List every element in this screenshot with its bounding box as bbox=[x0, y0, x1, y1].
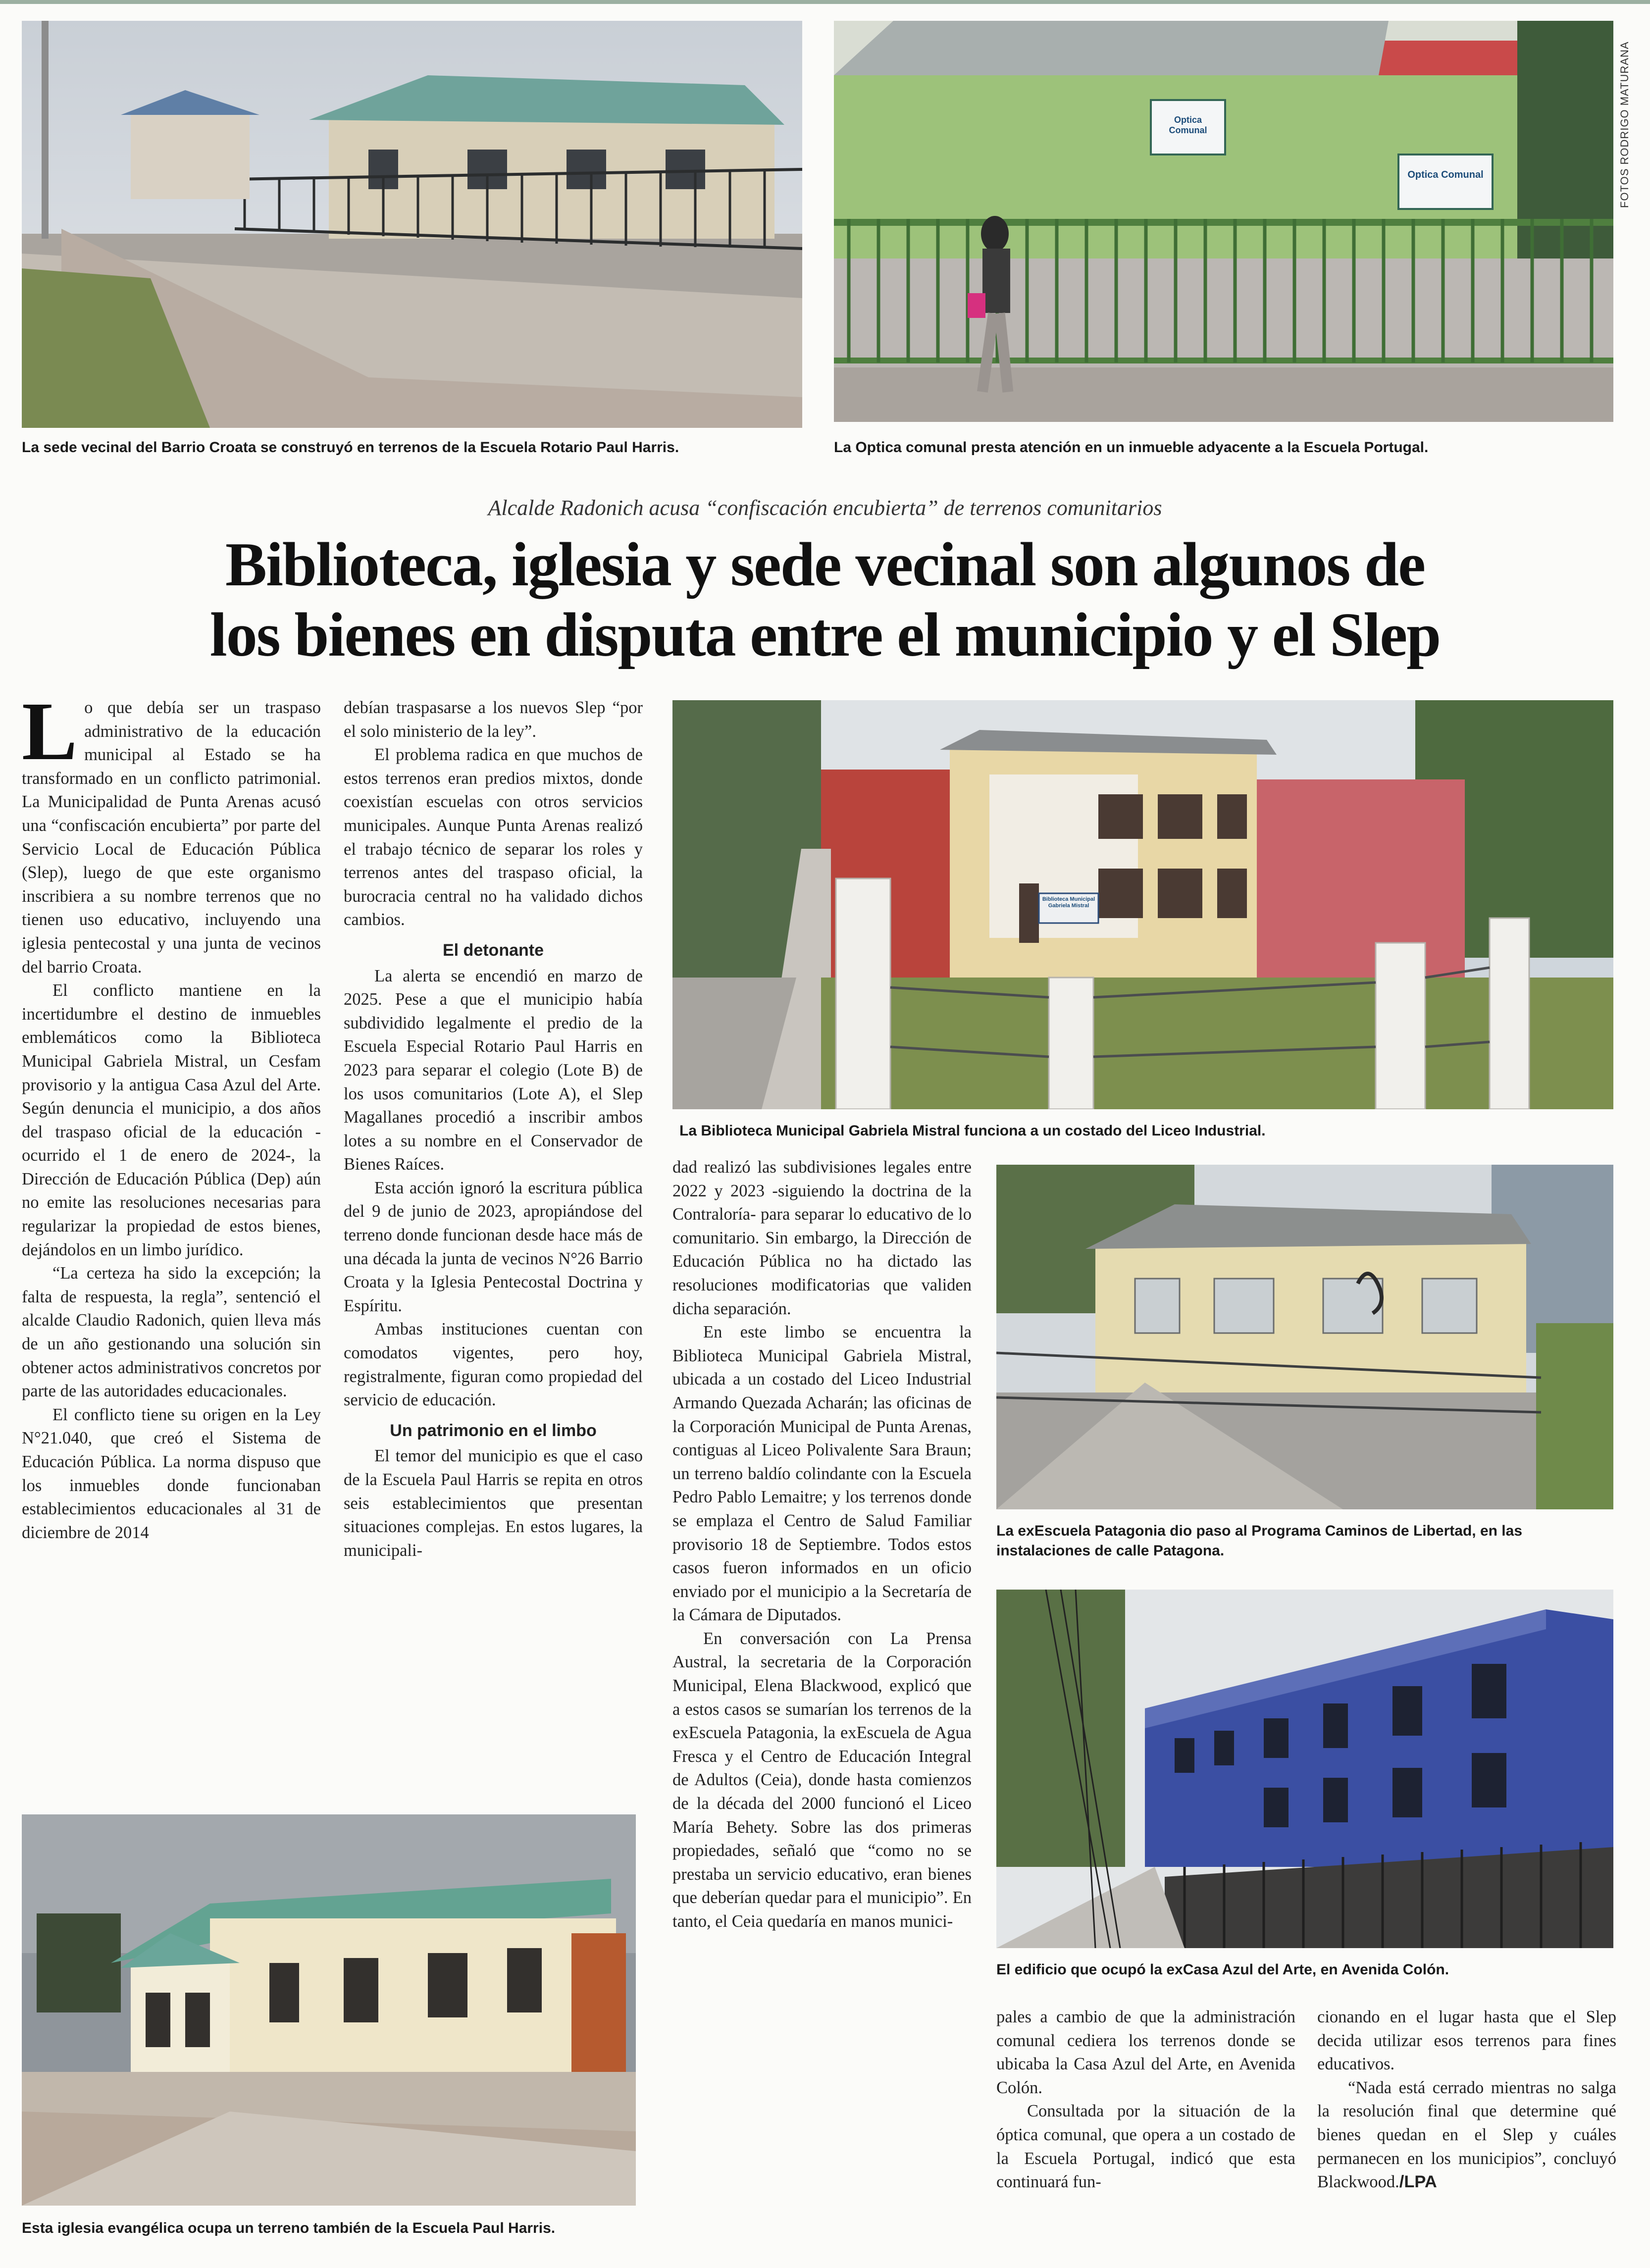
caption-sede-croata: La sede vecinal del Barrio Croata se construyó en terrenos de la Escuela Rotario Paul Harris. bbox=[22, 439, 679, 456]
paragraph-16: cionando en el lugar hasta que el Slep decida utilizar esos terrenos para fines educativos. bbox=[1317, 2008, 1616, 2074]
column-1 bbox=[22, 685, 321, 1801]
paragraph-15: Consultada por la situación de la óptica comunal, que opera a un costado de la Escuela Portugal, indicó que esta continuará fun- bbox=[996, 2102, 1295, 2192]
paragraph-2: El conflicto mantiene en la incertidumbre el destino de inmuebles emblemáticos como la Biblioteca Municipal Gabriela Mistral, un Cesfam provisorio y la antigua Casa Azul del Arte. Según denuncia el municipio, a dos años del traspaso oficial de la educación -ocurrido el 1 de enero de 2024-, la Dirección de Educación Pública (Dep) aún no emite las resoluciones necesarias para regularizar la propiedad de estos bienes, dejándolos en un limbo jurídico. bbox=[22, 981, 321, 1259]
optica-sign-2: Optica Comunal bbox=[1407, 169, 1484, 180]
photo-iglesia-evangelica bbox=[22, 1814, 636, 2206]
column-5 bbox=[1317, 2006, 1616, 2243]
paragraph-17-text: “Nada está cerrado mientras no salga la resolución final que determine qué bienes quedan en el Slep y cuáles permanecen en los municipios”, concluyó Blackwood. bbox=[1317, 2078, 1616, 2192]
column-3 bbox=[672, 1156, 972, 2250]
headline-line-2: los bienes en disputa entre el municipio y el Slep bbox=[209, 601, 1441, 670]
paragraph-14: pales a cambio de que la administración comunal cediera los terrenos donde se ubicaba la Casa Azul del Arte, en Avenida Colón. bbox=[996, 2008, 1295, 2097]
paragraph-11: dad realizó las subdivisiones legales entre 2022 y 2023 -siguiendo la doctrina de la Contraloría- para separar lo educativo de lo comunitario. Sin embargo, la Dirección de Educación Pública no ha dictado las resoluciones modificatorias que validen dicha separación. bbox=[672, 1158, 972, 1318]
column-2 bbox=[344, 696, 643, 1801]
headline bbox=[124, 530, 1526, 670]
drop-cap: L bbox=[22, 685, 78, 777]
headline-line-1: Biblioteca, iglesia y sede vecinal son algunos de bbox=[225, 530, 1425, 599]
paragraph-13: En conversación con La Prensa Austral, la secretaria de la Corporación Municipal, Elena Blackwood, explicó que a estos casos se sumarían los terrenos de la exEscuela Patagonia, la exEscuela de Agua Fresca y el Centro de Educación Integral de Adultos (Ceia), donde hasta comienzos de la década del 2000 funcionó el Liceo María Behety. Sobre las dos primeras propiedades, señaló que “como no se prestaba un servicio educativo, eran bienes que deberían quedar para el municipio”. En tanto, el Ceia quedaría en manos munici- bbox=[672, 1629, 972, 1931]
kicker: Alcalde Radonich acusa “confiscación encubierta” de terrenos comunitarios bbox=[488, 496, 1162, 520]
signature: /LPA bbox=[1399, 2172, 1437, 2192]
photo-sede-vecinal-croata bbox=[22, 21, 802, 428]
paragraph-1: o que debía ser un traspaso administrativo de la educación municipal al Estado se ha transformado en un conflicto patrimonial. La Municipalidad de Punta Arenas acusó una “confiscación encubierta” por parte del Servicio Local de Educación Pública (Slep), luego de que este organismo inscribiera a su nombre terrenos que no tienen uso educativo, incluyendo una iglesia pentecostal y una junta de vecinos del barrio Croata. bbox=[22, 698, 321, 977]
photo-ex-escuela-patagonia bbox=[996, 1165, 1613, 1509]
paragraph-5: debían traspasarse a los nuevos Slep “por el solo ministerio de la ley”. bbox=[344, 698, 643, 741]
caption-biblioteca: La Biblioteca Municipal Gabriela Mistral funciona a un costado del Liceo Industrial. bbox=[679, 1123, 1266, 1139]
paragraph-8: Esta acción ignoró la escritura pública del 9 de junio de 2023, apropiándose del terreno donde funcionan desde hace más de una década la junta de vecinos N°26 Barrio Croata y la Iglesia Pentecostal Doctrina y Espíritu. bbox=[344, 1178, 643, 1315]
paragraph-9: Ambas instituciones cuentan con comodatos vigentes, pero hoy, registralmente, figuran como propiedad del servicio de educación. bbox=[344, 1320, 643, 1410]
top-rule bbox=[0, 0, 1650, 4]
photo-biblioteca bbox=[672, 700, 1613, 1109]
paragraph-10: El temor del municipio es que el caso de la Escuela Paul Harris se repita en otros seis establecimientos que presentan situaciones complejas. En estos lugares, la municipali- bbox=[344, 1446, 643, 1560]
paragraph-17 bbox=[1317, 2076, 1616, 2194]
column-4 bbox=[996, 2006, 1295, 2238]
subhead-detonante: El detonante bbox=[442, 940, 544, 960]
paragraph-6: El problema radica en que muchos de estos terrenos eran predios mixtos, donde coexistían escuelas con otros servicios municipales. Aunque Punta Arenas realizó el trabajo técnico de separar los roles y terrenos antes del traspaso oficial, la burocracia central no ha validado dichos cambios. bbox=[344, 745, 643, 929]
photo-credit: FOTOS RODRIGO MATURANA bbox=[1618, 41, 1631, 208]
caption-patagonia: La exEscuela Patagonia dio paso al Programa Caminos de Libertad, en las instalaciones de calle Patagona. bbox=[996, 1523, 1523, 1559]
caption-casa-azul: El edificio que ocupó la exCasa Azul del Arte, en Avenida Colón. bbox=[996, 1961, 1449, 1978]
paragraph-12: En este limbo se encuentra la Biblioteca Municipal Gabriela Mistral, ubicada a un costado del Liceo Industrial Armando Quezada Acharán; las oficinas de la Corporación Municipal de Punta Arenas, contiguas al Liceo Polivalente Sara Braun; un terreno baldío colindante con la Escuela Pedro Pablo Lemaitre; y los terrenos donde se emplaza el Centro de Salud Familiar provisorio 18 de Septiembre. Todos estos casos fueron informados en un oficio enviado por el municipio a la Secretaría de la Cámara de Diputados. bbox=[672, 1323, 972, 1625]
caption-optica: La Optica comunal presta atención en un inmueble adyacente a la Escuela Portugal. bbox=[834, 439, 1429, 456]
photo-ex-casa-azul bbox=[996, 1590, 1613, 1948]
paragraph-3: “La certeza ha sido la excepción; la falta de respuesta, la regla”, sentenció el alcalde Claudio Radonich, quien lleva más de un año gestionando una solución sin obtener actos administrativos concretos por parte de las autoridades educacionales. bbox=[22, 1264, 321, 1401]
subhead-patrimonio: Un patrimonio en el limbo bbox=[390, 1421, 597, 1440]
optica-sign-1: Optica Comunal bbox=[1169, 115, 1207, 135]
biblioteca-sign: Biblioteca Municipal Gabriela Mistral bbox=[1042, 896, 1095, 909]
caption-iglesia: Esta iglesia evangélica ocupa un terreno también de la Escuela Paul Harris. bbox=[22, 2220, 556, 2236]
paragraph-7: La alerta se encendió en marzo de 2025. Pese a que el municipio había subdividido legalmente el predio de la Escuela Especial Rotario Paul Harris en 2023 para separar el colegio (Lote B) de los usos comunitarios (Lote A), el Slep Magallanes procedió a inscribir ambos lotes a su nombre en el Conservador de Bienes Raíces. bbox=[344, 966, 643, 1174]
photo-optica-comunal bbox=[834, 21, 1613, 422]
paragraph-4: El conflicto tiene su origen en la Ley N°21.040, que creó el Sistema de Educación Pública. La norma dispuso que los inmuebles donde funcionaban establecimientos educacionales al 31 de diciembre de 2014 bbox=[22, 1405, 321, 1542]
